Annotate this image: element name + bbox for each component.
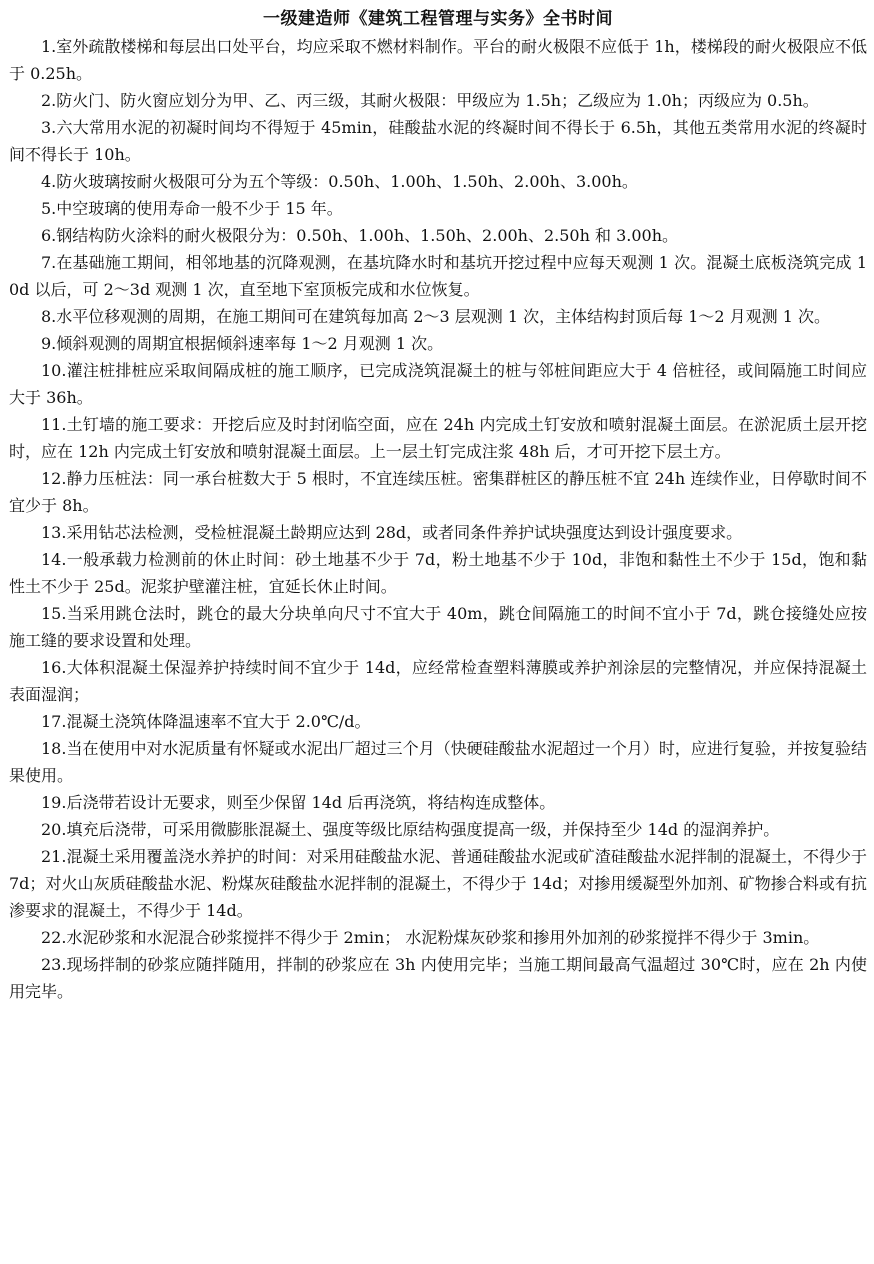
list-item: 13.采用钻芯法检测，受检桩混凝土龄期应达到 28d，或者同条件养护试块强度达到设计强度要求。 [41, 523, 743, 542]
list-item: 22.水泥砂浆和水泥混合砂浆搅拌不得少于 2min； 水泥粉煤灰砂浆和掺用外加剂的砂浆搅拌不得少于 3min。 [41, 928, 820, 947]
list-item: 1.室外疏散楼梯和每层出口处平台，均应采取不燃材料制作。平台的耐火极限不应低于 1h，楼梯段的耐火极限应不低于 0.25h。 [9, 37, 867, 83]
list-item: 21.混凝土采用覆盖浇水养护的时间：对采用硅酸盐水泥、普通硅酸盐水泥或矿渣硅酸盐水泥拌制的混凝土，不得少于 7d；对火山灰质硅酸盐水泥、粉煤灰硅酸盐水泥拌制的混凝土，不得少于 14d；对掺用缓凝型外加剂、矿物掺合料或有抗渗要求的混凝土，不得少于 14d。 [9, 847, 867, 920]
list-item: 18.当在使用中对水泥质量有怀疑或水泥出厂超过三个月（快硬硅酸盐水泥超过一个月）时，应进行复验，并按复验结果使用。 [9, 739, 867, 785]
list-item: 2.防火门、防火窗应划分为甲、乙、丙三级，其耐火极限：甲级应为 1.5h；乙级应为 1.0h；丙级应为 0.5h。 [41, 91, 819, 110]
list-item: 17.混凝土浇筑体降温速率不宜大于 2.0℃/d。 [41, 712, 371, 731]
list-item: 11.土钉墙的施工要求：开挖后应及时封闭临空面，应在 24h 内完成土钉安放和喷射混凝土面层。在淤泥质土层开挖时，应在 12h 内完成土钉安放和喷射混凝土面层。上一层土钉完成注浆 48h 后，才可开挖下层土方。 [9, 415, 867, 461]
list-item: 5.中空玻璃的使用寿命一般不少于 15 年。 [41, 199, 343, 218]
list-item: 20.填充后浇带，可采用微膨胀混凝土、强度等级比原结构强度提高一级，并保持至少 14d 的湿润养护。 [41, 820, 780, 839]
item-list [9, 33, 867, 1005]
list-item: 12.静力压桩法：同一承台桩数大于 5 根时，不宜连续压桩。密集群桩区的静压桩不宜 24h 连续作业，日停歇时间不宜少于 8h。 [9, 469, 867, 515]
list-item: 8.水平位移观测的周期，在施工期间可在建筑每加高 2～3 层观测 1 次，主体结构封顶后每 1～2 月观测 1 次。 [41, 307, 831, 326]
list-item: 19.后浇带若设计无要求，则至少保留 14d 后再浇筑，将结构连成整体。 [41, 793, 556, 812]
list-item: 23.现场拌制的砂浆应随拌随用，拌制的砂浆应在 3h 内使用完毕；当施工期间最高气温超过 30℃时，应在 2h 内使用完毕。 [9, 955, 867, 1001]
list-item: 9.倾斜观测的周期宜根据倾斜速率每 1～2 月观测 1 次。 [41, 334, 444, 353]
list-item: 15.当采用跳仓法时，跳仓的最大分块单向尺寸不宜大于 40m，跳仓间隔施工的时间不宜小于 7d，跳仓接缝处应按施工缝的要求设置和处理。 [9, 604, 867, 650]
list-item: 4.防火玻璃按耐火极限可分为五个等级：0.50h、1.00h、1.50h、2.00h、3.00h。 [41, 172, 638, 191]
document-title: 一级建造师《建筑工程管理与实务》全书时间 [263, 9, 613, 29]
list-item: 6.钢结构防火涂料的耐火极限分为：0.50h、1.00h、1.50h、2.00h、2.50h 和 3.00h。 [41, 226, 679, 245]
document-page [9, 6, 867, 1005]
list-item: 7.在基础施工期间，相邻地基的沉降观测，在基坑降水时和基坑开挖过程中应每天观测 1 次。混凝土底板浇筑完成 10d 以后，可 2～3d 观测 1 次，直至地下室顶板完成和水位恢复。 [9, 253, 867, 299]
list-item: 3.六大常用水泥的初凝时间均不得短于 45min，硅酸盐水泥的终凝时间不得长于 6.5h，其他五类常用水泥的终凝时间不得长于 10h。 [9, 118, 867, 164]
list-item: 10.灌注桩排桩应采取间隔成桩的施工顺序，已完成浇筑混凝土的桩与邻桩间距应大于 4 倍桩径，或间隔施工时间应大于 36h。 [9, 361, 867, 407]
list-item: 14.一般承载力检测前的休止时间：砂土地基不少于 7d，粉土地基不少于 10d，非饱和黏性土不少于 15d，饱和黏性土不少于 25d。泥浆护壁灌注桩，宜延长休止时间。 [9, 550, 867, 596]
list-item: 16.大体积混凝土保湿养护持续时间不宜少于 14d，应经常检查塑料薄膜或养护剂涂层的完整情况，并应保持混凝土表面湿润； [9, 658, 867, 704]
